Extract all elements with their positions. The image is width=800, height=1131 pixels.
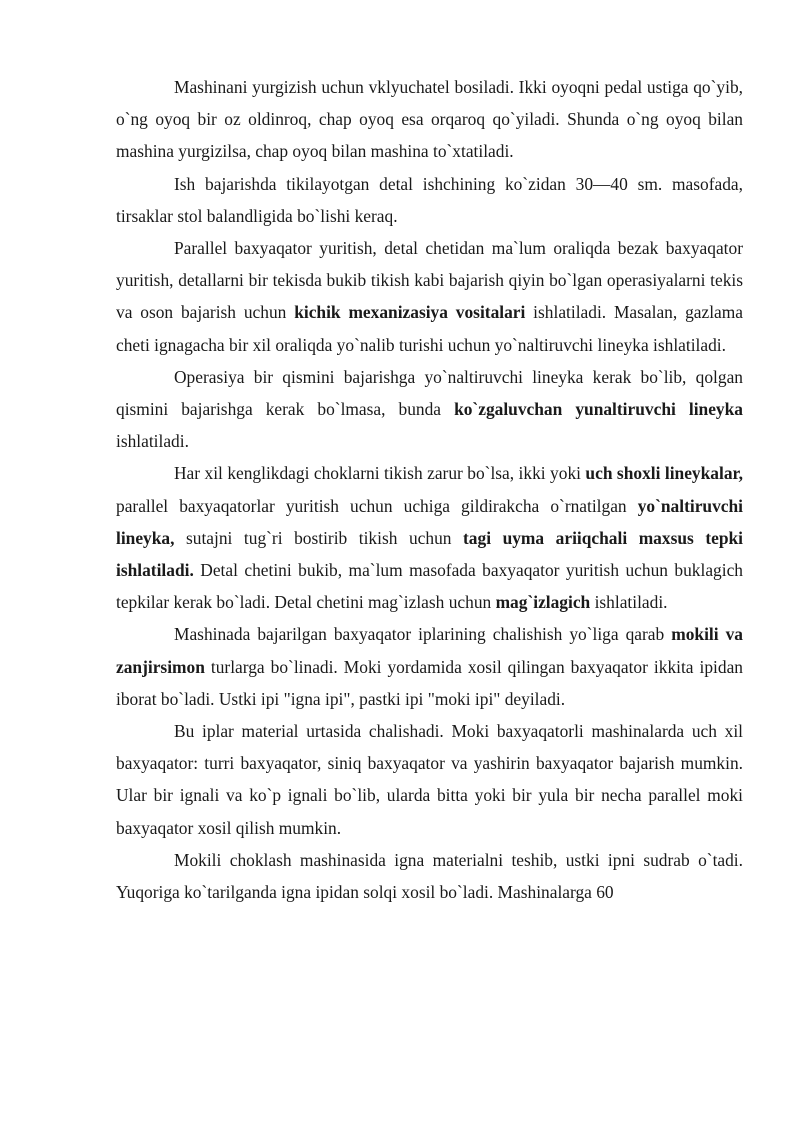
paragraph-text: Operasiya bir qismini bajarishga yo`naltiruvchi lineyka kerak bo`lib, qolgan qismini bajarishga kerak bo`lmasa, bunda [116,366,743,420]
paragraph-text: turlarga bo`linadi. Moki yordamida xosil qilingan baxyaqator ikkita ipidan iborat bo`ladi. Ustki ipi "igna ipi", pastki ipi "moki ipi" deyiladi. [116,656,743,709]
bold-term: mokili va zanjirsimon [116,624,744,677]
paragraph-text: parallel baxyaqatorlar yuritish uchun uchiga gildirakcha o`rnatilgan [116,495,638,516]
bold-term: ko`zgaluvchan yunaltiruvchi lineyka [454,399,743,420]
paragraph-text: Mashinani yurgizish uchun vklyuchatel bosiladi. Ikki oyoqni pedal ustiga qo`yib, o`ng oyoq bir oz oldinroq, chap oyoq esa orqaroq qo`yiladi. Shunda o`ng oyoq bilan mashina yurgizilsa, chap oyoq bilan mashina to`xtatiladi. [116,77,743,162]
paragraph-text: Mashinada bajarilgan baxyaqator iplarining chalishish yo`liga qarab [174,624,672,645]
paragraph-8 [116,844,743,908]
bold-term: kichik mexanizasiya vositalari [294,302,526,323]
bold-term: uch shoxli lineykalar, [585,463,743,484]
paragraph-1 [116,71,743,168]
paragraph-text: ishlatiladi. Masalan, gazlama cheti ignagacha bir xil oraliqda yo`nalib turishi uchun yo`naltiruvchi lineyka ishlatiladi. [116,302,743,355]
paragraph-7 [116,715,743,844]
bold-term: mag`izlagich [495,592,591,613]
paragraph-3 [116,232,743,361]
bold-term: tagi uyma ariiqchali maxsus tepki ishlatiladi. [116,527,743,581]
paragraph-text: Mokili choklash mashinasida igna materialni teshib, ustki ipni sudrab o`tadi. Yuqoriga ko`tarilganda igna ipidan solqi xosil bo`ladi. Mashinalarga 60 [116,849,743,903]
paragraph-5 [116,457,743,618]
paragraph-text: ishlatiladi. [116,431,189,452]
paragraph-2 [116,168,743,232]
paragraph-text: ishlatiladi. [590,592,668,613]
paragraph-text: Har xil kenglikdagi choklarni tikish zarur bo`lsa, ikki yoki [174,463,586,484]
paragraph-4 [116,361,743,458]
paragraph-text: Ish bajarishda tikilayotgan detal ishchining ko`zidan 30—40 sm. masofada, tirsaklar stol balandligida bo`lishi keraq. [116,173,743,226]
paragraph-text: sutajni tug`ri bostirib tikish uchun [174,527,464,548]
paragraph-6 [116,618,743,715]
paragraph-text: Bu iplar material urtasida chalishadi. Moki baxyaqatorli mashinalarda uch xil baxyaqator: turri baxyaqator, siniq baxyaqator va yashirin baxyaqator bajarish mumkin. Ular bir ignali va ko`p ignali bo`lib, ularda bitta yoki bir yula bir necha parallel moki baxyaqator xosil qilish mumkin. [116,721,743,838]
paragraph-text: Parallel baxyaqator yuritish, detal chetidan ma`lum oraliqda bezak baxyaqator yuritish, detallarni bir tekisda bukib tikish kabi bajarish qiyin bo`lgan operasiyalarni tekis va oson bajarish uchun [116,238,743,323]
paragraph-text: Detal chetini bukib, ma`lum masofada baxyaqator yuritish uchun buklagich tepkilar kerak bo`ladi. Detal chetini mag`izlash uchun [116,560,743,613]
document-body [116,71,743,908]
bold-term: yo`naltiruvchi lineyka, [116,495,743,548]
